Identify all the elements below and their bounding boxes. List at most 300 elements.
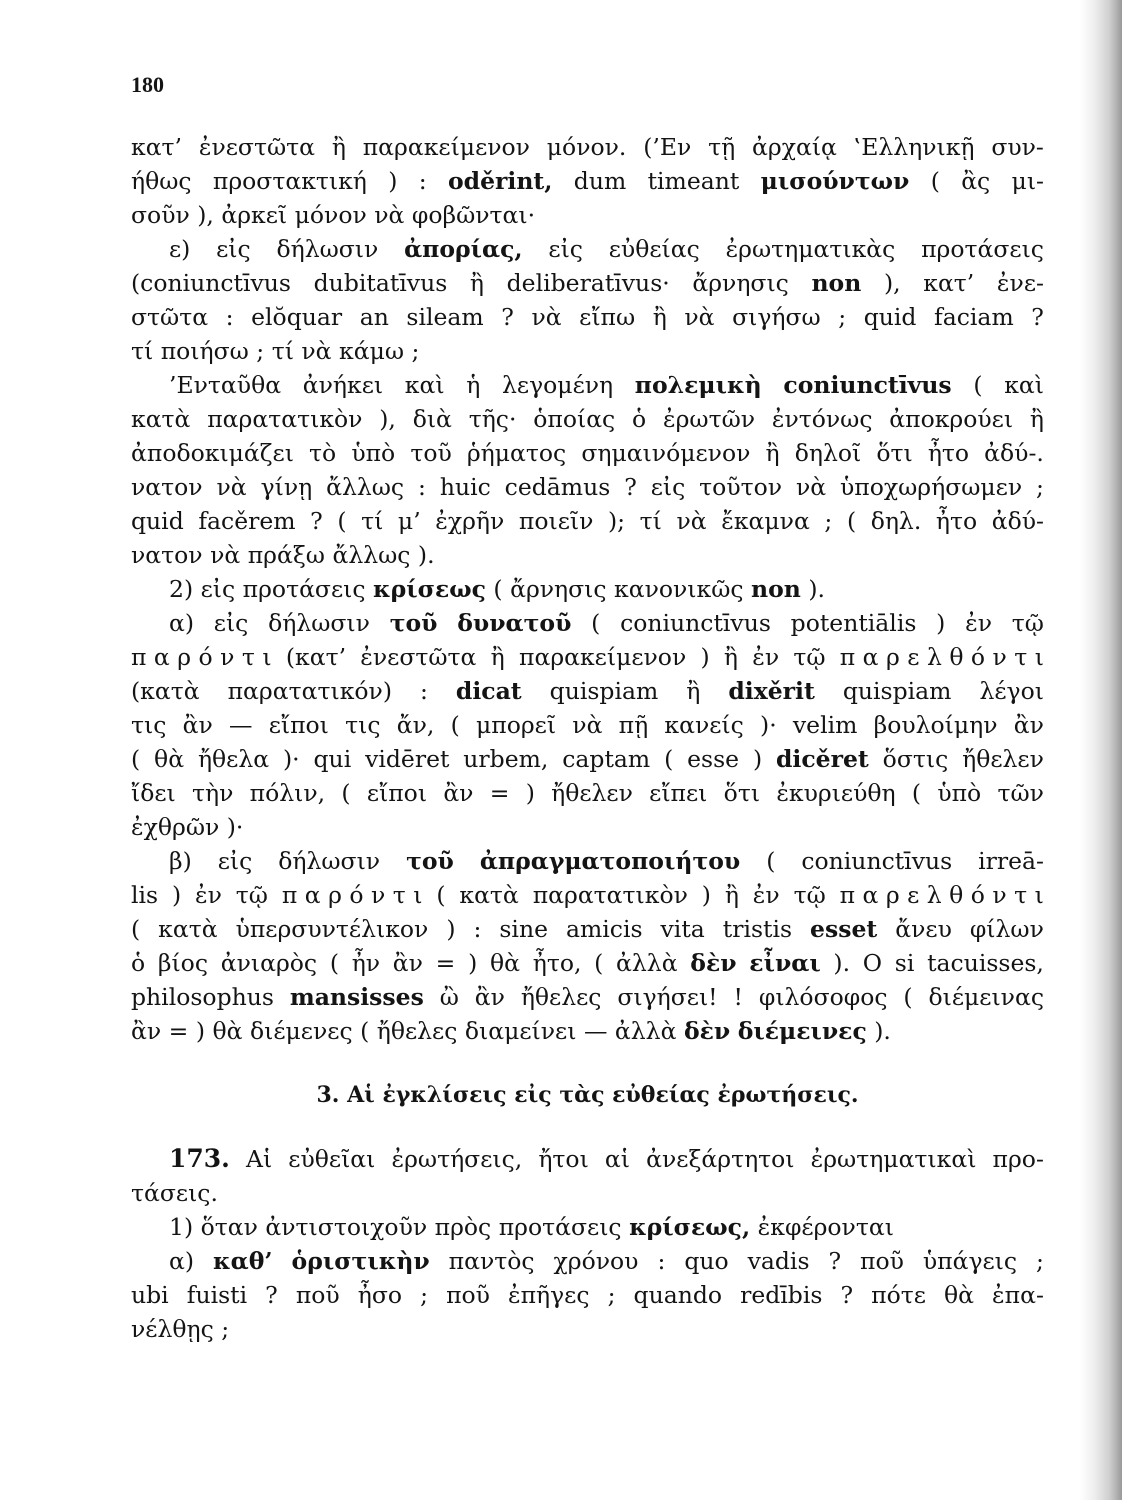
word: καὶ (1004, 371, 1044, 399)
word: ) (700, 643, 710, 671)
word: ἐχθρῶν (131, 813, 220, 841)
word: εἰς (200, 575, 236, 603)
word: εἰς (548, 235, 583, 263)
word: ἐρωτῶν (662, 405, 756, 433)
word: philosophus (131, 983, 274, 1011)
word: πράξω (247, 541, 325, 569)
word: lis (131, 881, 159, 909)
word: ἦν (351, 949, 381, 977)
word: θὰ (154, 745, 185, 773)
word: νὰ (374, 201, 405, 229)
word: ποῦ (446, 1281, 490, 1309)
word: εἴπει (649, 779, 708, 807)
word: ἂν (474, 983, 505, 1011)
word: σημαινόμενον (581, 439, 751, 467)
word: δηλοῖ (794, 439, 862, 467)
word: τῷ (793, 643, 826, 671)
word: κατὰ (158, 915, 218, 943)
word: κανονικῶς (614, 575, 744, 603)
word: ἀνιαρὸς (220, 949, 318, 977)
word: deliberatīvus· (506, 269, 670, 297)
text-line (131, 436, 1044, 470)
word: κατ’ (131, 133, 183, 161)
word: διέμεινες (737, 1017, 867, 1045)
word: ) (446, 915, 456, 943)
word: timeant (647, 167, 740, 195)
word: non (811, 269, 862, 297)
word: παρακείμενον (362, 133, 530, 161)
word: βουλοίμην (873, 711, 998, 739)
word: ἄλλως (332, 541, 411, 569)
word: = (489, 779, 510, 807)
word: νὰ (676, 507, 707, 535)
word: Αἱ (347, 1082, 375, 1108)
word: ? (501, 303, 514, 331)
word: )· (283, 745, 300, 773)
text-line (131, 266, 1044, 300)
word: esse (687, 745, 740, 773)
text-line (131, 470, 1044, 504)
word: (’Εν (643, 133, 692, 161)
text-line (131, 742, 1044, 776)
word: ἀντιστοιχοῦν (265, 1213, 428, 1241)
word: ). (874, 1017, 891, 1045)
word: νὰ (795, 473, 827, 501)
word: ὅτι (876, 439, 913, 467)
word: ὑπάγεις (922, 1247, 1018, 1275)
word: νατον (131, 473, 203, 501)
word: ἀλλὰ (616, 949, 678, 977)
word: 3. (316, 1082, 340, 1108)
word: ἤθελεν (962, 745, 1044, 773)
word: τί (361, 507, 384, 535)
word: ( (493, 575, 503, 603)
page-text (131, 130, 1044, 1346)
word: ; (1036, 1247, 1044, 1275)
word: vita (660, 915, 705, 943)
word: ὁποίας (533, 405, 616, 433)
text-line (131, 198, 1044, 232)
word: τί (131, 337, 154, 365)
word: τί (271, 337, 294, 365)
word: oděrint, (447, 167, 553, 195)
word: ἤθελες (520, 983, 602, 1011)
word: ἢ (652, 303, 667, 331)
word: κατ’ (923, 269, 975, 297)
word: ποῦ (295, 1281, 340, 1309)
word: ὅτι (723, 779, 761, 807)
word: ’Ενταῦθα (169, 371, 282, 399)
word: ἢ (686, 677, 701, 705)
word: )· (760, 711, 777, 739)
word: νὰ (210, 541, 241, 569)
word: νὰ (216, 473, 247, 501)
word: ἐνε- (996, 269, 1044, 297)
word: τί (639, 507, 662, 535)
word: θὰ (943, 1281, 974, 1309)
word: εὐθείας (612, 1082, 710, 1108)
word: : (657, 1247, 666, 1275)
word: σιγήσω (732, 303, 821, 331)
word: στῶτα (131, 303, 209, 331)
word: : (473, 915, 482, 943)
word: ( (930, 167, 940, 195)
word: ; (607, 1281, 616, 1309)
word: = (435, 949, 456, 977)
word: δήλωσιν (276, 235, 379, 263)
word: καθ’ (213, 1247, 273, 1275)
word: δήλωσιν (278, 847, 381, 875)
word: ἴδει (131, 779, 176, 807)
word: ). (808, 575, 826, 603)
word: (κατὰ (131, 677, 200, 705)
word: ? (828, 1247, 842, 1275)
word: ἢ (331, 133, 346, 161)
word: : (225, 303, 234, 331)
text-line (131, 538, 1044, 572)
word: ὑπὸ (351, 439, 396, 467)
word: ἂν (131, 1017, 162, 1045)
word: τῇ (708, 133, 736, 161)
word: ἤθελα (197, 745, 270, 773)
word: εἴπω (579, 303, 636, 331)
word: θὰ (212, 1017, 243, 1045)
word: τῷ (235, 881, 268, 909)
word: νὰ (572, 711, 603, 739)
word: μόνον (294, 201, 367, 229)
word: τῷ (793, 881, 826, 909)
word: μ’ (397, 507, 421, 535)
word: μισούντων (760, 167, 910, 195)
word: si (894, 949, 915, 977)
word: ἐνεστῶτα (360, 643, 477, 671)
word: καὶ (404, 371, 445, 399)
word: παρατατικὸν (207, 405, 363, 433)
word: dicat (455, 677, 522, 705)
page-number: 180 (131, 72, 164, 97)
word: ) (195, 1017, 205, 1045)
text-line (131, 1142, 1044, 1176)
word: χρόνου (553, 1247, 639, 1275)
word: εἰς (216, 235, 251, 263)
word: πῇ (618, 711, 649, 739)
word: ἐκυριεύθη (776, 779, 896, 807)
word: ἐν (752, 643, 780, 671)
word: ἐν (752, 881, 780, 909)
word: εἴποι (366, 779, 428, 807)
word: παντὸς (448, 1247, 535, 1275)
text-line (131, 878, 1044, 912)
word: μι- (1011, 167, 1044, 195)
word: ποιεῖν (518, 507, 594, 535)
word: ἐρωτήσεις, (391, 1145, 523, 1173)
word: sine (499, 915, 548, 943)
word: coniunctīvus (801, 847, 953, 875)
word: εἶναι (749, 949, 821, 977)
word: ). (417, 541, 435, 569)
word: π α ρ ε λ θ ό ν τ ι (839, 643, 1044, 671)
word: εὐθείας (608, 235, 700, 263)
word: τοῦ (389, 609, 438, 637)
word: νὰ (301, 337, 332, 365)
word: τοῦ (406, 847, 454, 875)
word: ἄνευ (895, 915, 952, 943)
word: ἦτο (927, 439, 970, 467)
word: tacuisses, (927, 949, 1044, 977)
word: φίλων (969, 915, 1044, 943)
word: ( (131, 915, 141, 943)
word: — (228, 711, 253, 739)
word: ), (379, 405, 396, 433)
word: ἤτοι (538, 1145, 589, 1173)
word: ) (936, 609, 946, 637)
book-spine-shadow (1080, 0, 1122, 1500)
word: ἐπα- (992, 1281, 1044, 1309)
word: ἀνήκει (302, 371, 384, 399)
word: ἂν (392, 949, 423, 977)
text-line (131, 1244, 1044, 1278)
word: dixěrit (728, 677, 815, 705)
word: ? (265, 1281, 278, 1309)
word: μπορεῖ (475, 711, 557, 739)
word: coniunctīvus (620, 609, 771, 637)
word: ( (131, 745, 141, 773)
word: αἱ (604, 1145, 630, 1173)
word: quispiam (842, 677, 952, 705)
word: δυνατοῦ (457, 609, 572, 637)
text-line (131, 368, 1044, 402)
word: ; (1036, 473, 1044, 501)
text-line (131, 776, 1044, 810)
word: ? (1031, 303, 1044, 331)
text-line (131, 1014, 1044, 1048)
word: τοῦ (410, 439, 452, 467)
text-line (131, 912, 1044, 946)
word: huic (439, 473, 491, 501)
word: irreā- (978, 847, 1044, 875)
word: βίος (157, 949, 208, 977)
word: παρατατικόν) (227, 677, 392, 705)
word: an (359, 303, 389, 331)
word: διαμείνει (464, 1017, 577, 1045)
word: ἢ (765, 439, 780, 467)
word: φιλόσοφος (758, 983, 888, 1011)
word: quid (863, 303, 917, 331)
word: ἄλλως (326, 473, 405, 501)
word: ὑπερσυντέλικον (235, 915, 429, 943)
word: π α ρ ε λ θ ό ν τ ι (839, 881, 1044, 909)
text-line (131, 606, 1044, 640)
word: ( (591, 609, 601, 637)
word: κανείς (664, 711, 744, 739)
text-line (131, 164, 1044, 198)
word: ) (701, 881, 711, 909)
word: διέμεινας (928, 983, 1044, 1011)
word: ἂν (182, 711, 213, 739)
word: νὰ (531, 303, 562, 331)
text-line (131, 402, 1044, 436)
word: quo (684, 1247, 729, 1275)
word: προτάσεις (242, 575, 366, 603)
word: ), (883, 269, 901, 297)
word: ἐγκλίσεις (382, 1082, 507, 1108)
word: Αἱ (246, 1145, 273, 1173)
word: α) (169, 609, 195, 637)
word: ἐπῆγες (508, 1281, 590, 1309)
word: β) (169, 847, 192, 875)
word: ‛Ελληνικῇ (853, 133, 975, 161)
word: εἰς (514, 1082, 552, 1108)
word: ἐρωτηματικὰς (725, 235, 896, 263)
word: ὁ (131, 949, 146, 977)
word: : (417, 473, 426, 501)
word: δὲν (683, 1017, 731, 1045)
word: ubi (131, 1281, 169, 1309)
word: dum (573, 167, 627, 195)
word: κατὰ (131, 405, 191, 433)
word: παρατατικὸν (532, 881, 688, 909)
word: tristis (722, 915, 793, 943)
word: πολεμικὴ (634, 371, 762, 399)
word: velim (792, 711, 858, 739)
word: : (418, 167, 427, 195)
word: σοῦν (131, 201, 190, 229)
word: ὁ (632, 405, 647, 433)
word: δήλωσιν (268, 609, 370, 637)
word: τὴν (192, 779, 234, 807)
word: ἐρωτήσεις. (717, 1082, 859, 1108)
word: ! (733, 983, 743, 1011)
word: )· (226, 813, 244, 841)
word: ( (341, 779, 351, 807)
word: ( (846, 507, 857, 535)
word: vadis (747, 1247, 810, 1275)
word: ἐνεστῶτα (198, 133, 315, 161)
word: προτάσεις (921, 235, 1044, 263)
word: τῷ (1011, 609, 1044, 637)
word: = (168, 1017, 189, 1045)
word: ( (360, 1017, 370, 1045)
word: ) (525, 779, 535, 807)
word: νέλθῃς (131, 1315, 214, 1343)
word: σιγήσει! (617, 983, 718, 1011)
word: ἀδύ-. (984, 439, 1044, 467)
word: κατὰ (459, 881, 519, 909)
word: sileam (406, 303, 484, 331)
word: ) (752, 745, 763, 773)
word: νὰ (684, 303, 715, 331)
text-line (131, 334, 1044, 368)
word: mansisses (289, 983, 424, 1011)
word: facěrem (198, 507, 296, 535)
word: ; (824, 507, 833, 535)
word: ἀνεξάρτητοι (646, 1145, 795, 1173)
word: ἀπραγματοποιήτου (479, 847, 741, 875)
word: ( (337, 507, 347, 535)
word: ποιήσω (160, 337, 249, 365)
word: τὸ (309, 439, 337, 467)
word: ἐν (965, 609, 992, 637)
word: ( (973, 371, 983, 399)
text-line (131, 300, 1044, 334)
word: ? (310, 507, 323, 535)
section-number: 173. (169, 1144, 230, 1173)
text-line (131, 130, 1044, 164)
word: vidēret (365, 745, 450, 773)
word: quid (131, 507, 184, 535)
text-line (131, 1210, 1044, 1244)
word: προστακτική (212, 167, 367, 195)
text-line (131, 674, 1044, 708)
word: (κατ’ (285, 643, 347, 671)
word: ὅταν (200, 1213, 258, 1241)
text-line (131, 1278, 1044, 1312)
text-line (131, 232, 1044, 266)
word: φοβῶνται· (411, 201, 536, 229)
word: π α ρ ό ν τ ι (281, 881, 423, 909)
text-line (131, 844, 1044, 878)
word: ; (420, 1281, 429, 1309)
word: captam (562, 745, 651, 773)
word: ἢ (723, 643, 738, 671)
word: ἀποκρούει (889, 405, 1014, 433)
word: λέγοι (979, 677, 1044, 705)
word: ἔκαμνα (721, 507, 810, 535)
word: ἀδύ- (991, 507, 1044, 535)
word: ; (411, 337, 420, 365)
word: ἐρωτηματικαὶ (810, 1145, 977, 1173)
word: ἐχρῆν (435, 507, 505, 535)
word: ὁριστικὴν (291, 1247, 430, 1275)
word: 1) (169, 1213, 194, 1241)
section-heading (131, 1078, 1044, 1112)
word: ( (436, 881, 446, 909)
word: ) (468, 949, 478, 977)
word: ἢ (490, 643, 505, 671)
word: τῆς· (468, 405, 517, 433)
word: ὑποχωρήσωμεν (840, 473, 1023, 501)
word: redībis (740, 1281, 823, 1309)
word: διέμενες (250, 1017, 353, 1045)
word: θὰ (489, 949, 521, 977)
word: ; (256, 337, 265, 365)
word: fuisti (186, 1281, 248, 1309)
word: ἀρκεῖ (221, 201, 288, 229)
text-line (131, 572, 1044, 606)
word: ὑπὸ (937, 779, 982, 807)
word: ( (450, 711, 460, 739)
word: εἰς (213, 609, 249, 637)
text-line (131, 1176, 1044, 1210)
word: εἰς (650, 473, 686, 501)
word: κρίσεως (373, 575, 486, 603)
text-line (131, 1312, 1044, 1346)
word: : (419, 677, 428, 705)
word: ; (221, 1315, 230, 1343)
word: dicěret (775, 745, 869, 773)
word: πότε (871, 1281, 926, 1309)
word: ( (594, 949, 604, 977)
word: (coniunctīvus (131, 269, 291, 297)
word: δηλ. (870, 507, 922, 535)
word: πρὸς (434, 1213, 492, 1241)
word: ἦτο, (532, 949, 582, 977)
word: dubitatīvus (313, 269, 448, 297)
word: ) (171, 881, 182, 909)
word: ἦτο (935, 507, 978, 535)
word: τὰς (559, 1082, 605, 1108)
word: qui (313, 745, 352, 773)
